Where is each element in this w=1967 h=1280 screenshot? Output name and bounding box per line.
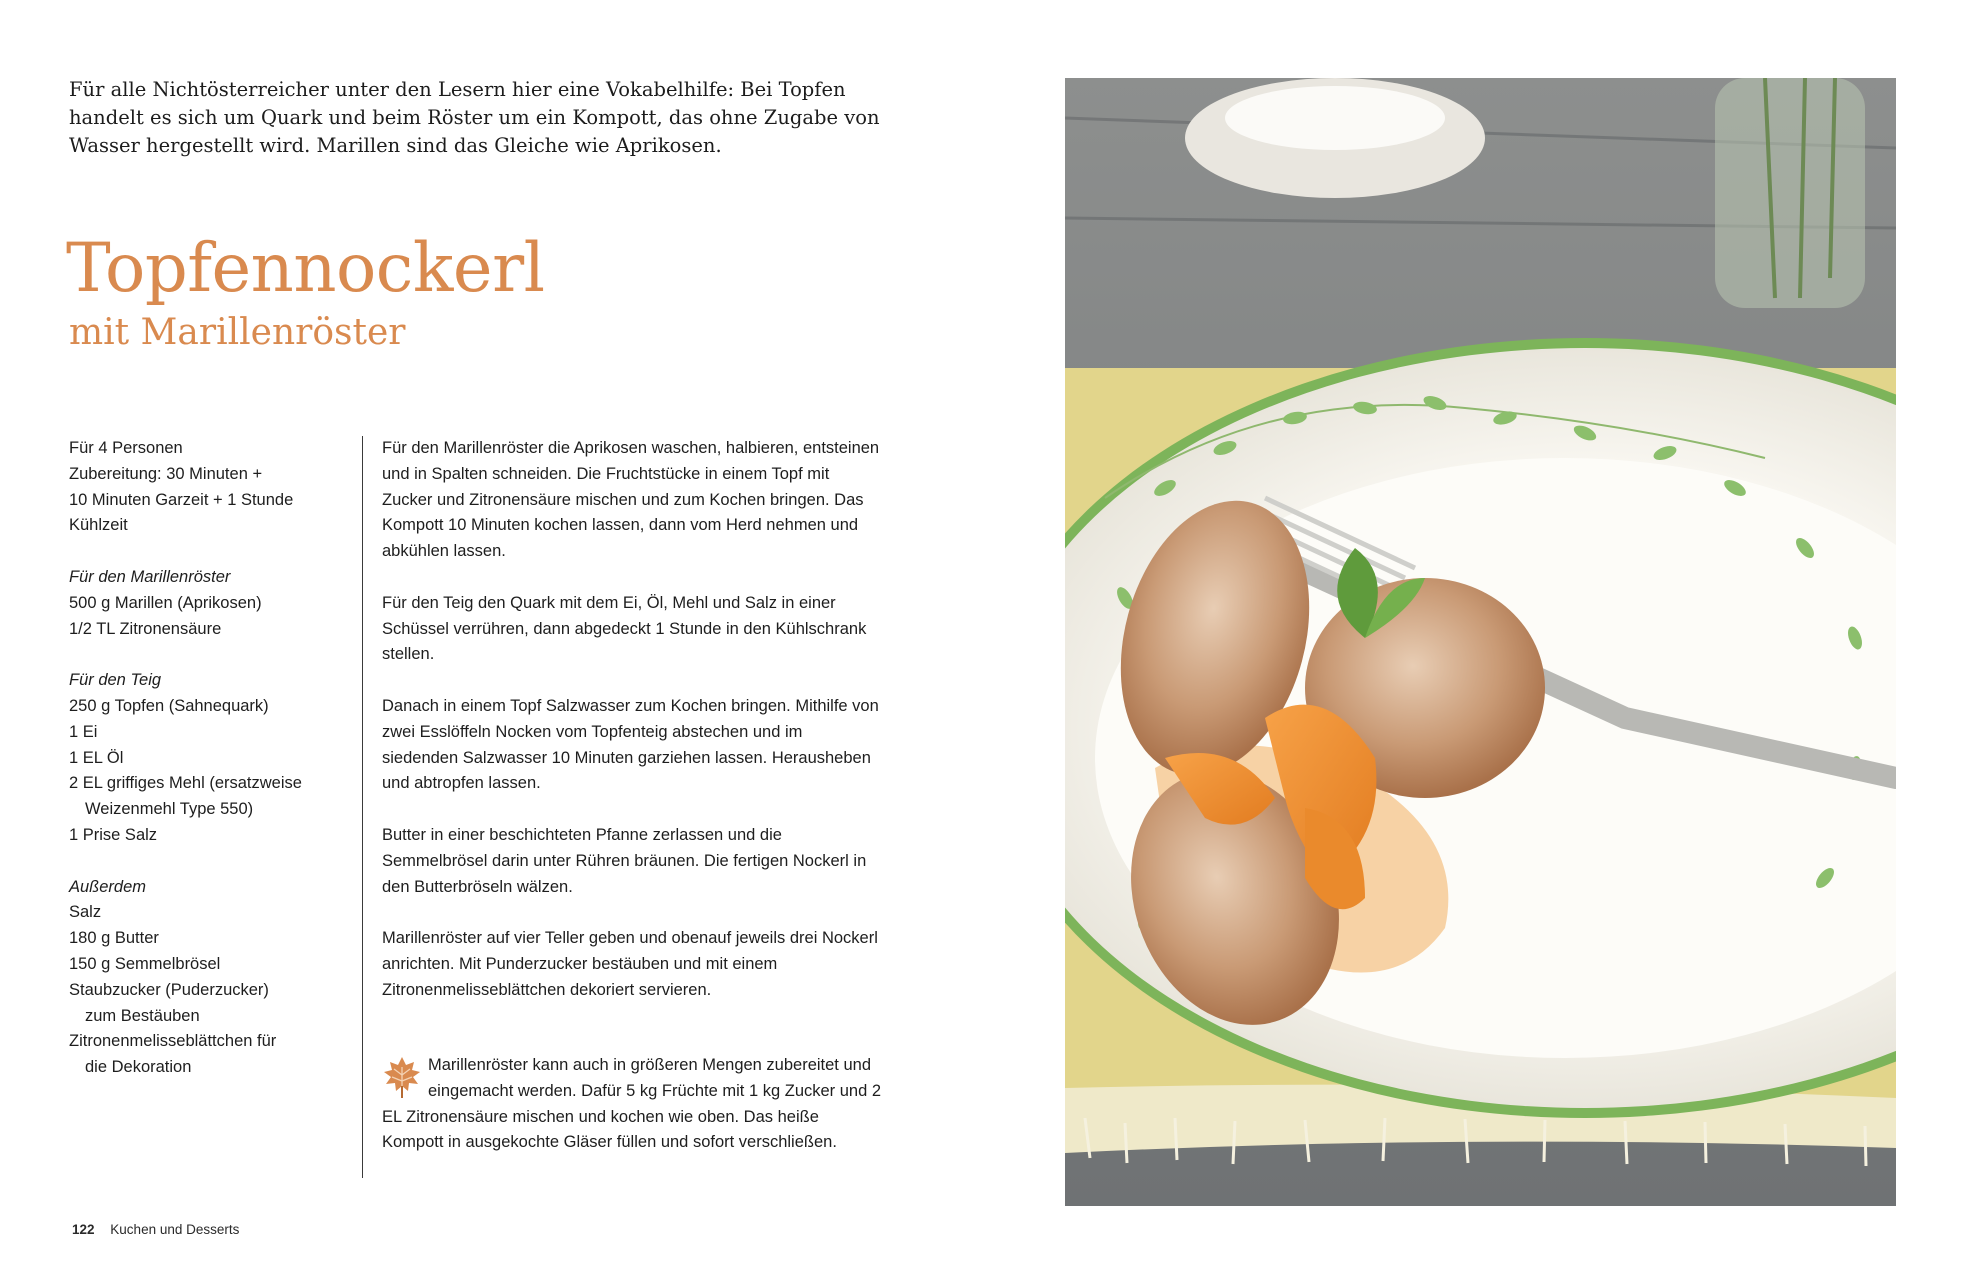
ingredient-item: 1/2 TL Zitronensäure <box>69 619 222 638</box>
ingredient-item: zum Bestäuben <box>85 1006 200 1025</box>
ingredient-item: 250 g Topfen (Sahnequark) <box>69 696 269 715</box>
ingredient-item: Staubzucker (Puderzucker) <box>69 980 269 999</box>
servings: Für 4 Personen <box>69 439 183 457</box>
tip-box <box>382 1053 882 1156</box>
prep-time-line: Zubereitung: 30 Minuten + <box>69 464 263 483</box>
tip-text: Marillenröster kann auch in größeren Mengen zubereitet und eingemacht werden. Dafür 5 kg Früchte mit 1 kg Zucker und 2 EL Zitronensäure mischen und kochen wie oben. Das heiße Kompott in ausgekochte Gläser füllen und sofort verschließen. <box>382 1056 882 1152</box>
ingredient-item: Zitronenmelisseblättchen für <box>69 1032 277 1051</box>
page-number: 122 <box>72 1222 95 1237</box>
recipe-title: Topfennockerl <box>66 229 545 307</box>
leaf-icon <box>382 1055 422 1099</box>
ingredient-group-ausserdem <box>69 875 339 1081</box>
ingredients-column <box>69 436 339 1107</box>
recipe-meta <box>69 436 339 539</box>
ingredient-item: 1 Prise Salz <box>69 825 158 844</box>
prep-time-line: Kühlzeit <box>69 516 128 535</box>
ingredient-group-roester <box>69 565 339 642</box>
method-step: Für den Teig den Quark mit dem Ei, Öl, Mehl und Salz in einer Schüssel verrühren, dann abgedeckt 1 Stunde in den Kühlschrank stellen. <box>382 593 867 664</box>
ingredient-item: die Dekoration <box>85 1058 192 1077</box>
ingredient-item: 2 EL griffiges Mehl (ersatzweise <box>69 774 302 793</box>
ingredient-item: Salz <box>69 903 102 922</box>
section-name: Kuchen und Desserts <box>110 1222 240 1237</box>
method-step: Für den Marillenröster die Aprikosen waschen, halbieren, entsteinen und in Spalten schneiden. Die Fruchtstücke in einem Topf mit Zucker und Zitronensäure mischen und zum Kochen bringen. Das Kompott 10 Minuten kochen lassen, dann vom Herd nehmen und abkühlen lassen. <box>382 439 880 561</box>
ingredient-group-heading: Für den Marillenröster <box>69 567 231 586</box>
prep-time-line: 10 Minuten Garzeit + 1 Stunde <box>69 490 294 509</box>
method-step: Butter in einer beschichteten Pfanne zerlassen und die Semmelbrösel darin unter Rühren bräunen. Die fertigen Nockerl in den Butterbröseln wälzen. <box>382 825 867 896</box>
page-footer <box>72 1222 239 1237</box>
ingredient-item: Weizenmehl Type 550) <box>85 800 254 819</box>
ingredient-item: 1 EL Öl <box>69 748 124 767</box>
ingredient-item: 180 g Butter <box>69 929 159 948</box>
ingredient-item: 150 g Semmelbrösel <box>69 954 221 973</box>
method-step: Marillenröster auf vier Teller geben und obenauf jeweils drei Nockerl anrichten. Mit Punderzucker bestäuben und mit einem Zitronenmelisseblättchen dekoriert servieren. <box>382 929 878 999</box>
dish-photo <box>1065 78 1896 1206</box>
ingredient-item: 1 Ei <box>69 722 98 741</box>
ingredient-group-heading: Für den Teig <box>69 671 162 690</box>
method-column <box>382 436 882 1029</box>
ingredient-item: 500 g Marillen (Aprikosen) <box>69 593 262 612</box>
column-divider <box>362 436 363 1178</box>
ingredient-group-heading: Außerdem <box>69 877 147 896</box>
recipe-subtitle: mit Marillenröster <box>69 312 406 353</box>
intro-text: Für alle Nichtösterreicher unter den Lesern hier eine Vokabelhilfe: Bei Topfen handelt es sich um Quark und beim Röster um ein Kompott, das ohne Zugabe von Wasser hergestellt wird. Marillen sind das Gleiche wie Aprikosen. <box>69 78 880 157</box>
ingredient-group-teig <box>69 668 339 849</box>
method-step: Danach in einem Topf Salzwasser zum Kochen bringen. Mithilfe von zwei Esslöffeln Nocken vom Topfenteig abstechen und im siedenden Salzwasser 10 Minuten garziehen lassen. Herausheben und abtropfen lassen. <box>382 696 879 793</box>
